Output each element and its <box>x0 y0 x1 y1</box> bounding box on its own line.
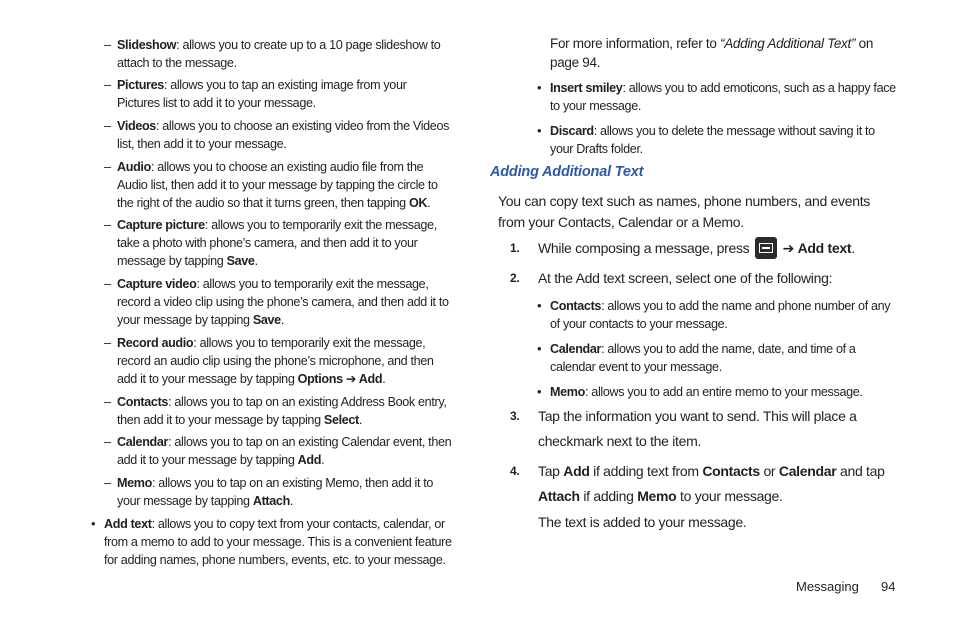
arrow-icon: ➔ <box>782 240 795 256</box>
step-result: The text is added to your message. <box>538 514 747 530</box>
bullet-dot: • <box>537 341 542 356</box>
item-term: Calendar <box>550 342 602 356</box>
step-number: 1. <box>510 241 520 255</box>
item-desc: : allows you to temporarily exit the message, record a video clip using the phone’s camera, and then add it to your message by tapping <box>117 277 449 327</box>
menu-key-icon <box>755 237 777 259</box>
footer-section: Messaging <box>796 579 859 594</box>
step-action: Add text <box>797 240 852 256</box>
step-number: 4. <box>510 464 520 478</box>
dash-bullet: – <box>104 435 111 449</box>
item-action: Add <box>297 453 322 467</box>
item-term: Audio <box>117 160 151 174</box>
bullet-dot: • <box>537 80 542 95</box>
item-desc: : allows you to add an entire memo to your message. <box>585 385 863 399</box>
dash-bullet: – <box>104 277 111 291</box>
item-desc: : allows you to delete the message without saving it to your Drafts folder. <box>550 124 875 156</box>
item-term: Add text <box>104 517 152 531</box>
item-desc: : allows you to temporarily exit the message, take a photo with phone’s camera, and then add it to your message by tapping <box>117 218 437 268</box>
item-term: Capture picture <box>117 218 205 232</box>
bullet-dot: • <box>537 384 542 399</box>
item-desc: : allows you to add the name and phone number of any of your contacts to your message. <box>550 299 891 331</box>
item-desc: : allows you to copy text from your contacts, calendar, or from a memo to add to your message. This is a convenient feature for adding names, phone numbers, events, etc. to your message. <box>104 517 452 567</box>
step-text: At the Add text screen, select one of the following: <box>538 270 833 286</box>
item-desc: : allows you to temporarily exit the message, record an audio clip using the phone’s microphone, and then add it to your message by tapping <box>117 336 434 386</box>
dash-bullet: – <box>104 476 111 490</box>
page-number: 94 <box>881 579 896 594</box>
dash-bullet: – <box>104 218 111 232</box>
dash-bullet: – <box>104 38 111 52</box>
item-desc: : allows you to add the name, date, and time of a calendar event to your message. <box>550 342 856 374</box>
intro-paragraph: You can copy text such as names, phone numbers, and events from your Contacts, Calendar or a Memo. <box>498 193 870 230</box>
item-desc: : allows you to tap on an existing Address Book entry, then add it to your message by tapping <box>117 395 447 427</box>
item-term: Discard <box>550 124 594 138</box>
step-text: Tap the information you want to send. This will place a checkmark next to the item. <box>538 408 857 449</box>
item-action: OK <box>408 196 428 210</box>
item-action: Select <box>323 413 359 427</box>
item-action: Save <box>252 313 281 327</box>
item-desc: : allows you to tap an existing image from your Pictures list to add it to your message. <box>117 78 407 110</box>
step-number: 3. <box>510 409 520 423</box>
step-number: 2. <box>510 271 520 285</box>
item-term: Contacts <box>550 299 602 313</box>
item-action: Options ➔ Add <box>297 372 383 386</box>
item-action: Attach <box>252 494 290 508</box>
item-term: Slideshow <box>117 38 177 52</box>
item-term: Videos <box>117 119 156 133</box>
cross-reference-link[interactable]: “Adding Additional Text” <box>720 36 856 51</box>
item-action: Save <box>226 254 255 268</box>
item-term: Insert smiley <box>550 81 623 95</box>
dash-bullet: – <box>104 160 111 174</box>
bullet-dot: • <box>537 123 542 138</box>
section-heading: Adding Additional Text <box>490 164 644 180</box>
item-desc: : allows you to create up to a 10 page slideshow to attach to the message. <box>117 38 441 70</box>
dash-bullet: – <box>104 78 111 92</box>
item-desc: : allows you to add emoticons, such as a happy face to your message. <box>550 81 896 113</box>
item-term: Record audio <box>117 336 194 350</box>
bullet-dot: • <box>537 298 542 313</box>
bullet-dot: • <box>91 516 96 531</box>
item-desc: : allows you to tap on an existing Calendar event, then add it to your message by tapping <box>117 435 452 467</box>
item-term: Contacts <box>117 395 169 409</box>
item-desc: : allows you to choose an existing audio file from the Audio list, then add it to your message by tapping the circle to the right of the audio so that it turns green, then tapping <box>117 160 438 210</box>
dash-bullet: – <box>104 336 111 350</box>
dash-bullet: – <box>104 395 111 409</box>
item-term: Memo <box>117 476 152 490</box>
dash-bullet: – <box>104 119 111 133</box>
step-text: Tap Add if adding text from Contacts or Calendar and tap Attach if adding Memo to your message. <box>538 463 885 504</box>
cross-reference: For more information, refer to “Adding Additional Text” on page 94. <box>550 36 874 70</box>
item-term: Calendar <box>117 435 169 449</box>
item-desc: : allows you to tap on an existing Memo, then add it to your message by tapping <box>117 476 434 508</box>
item-term: Memo <box>550 385 585 399</box>
item-desc: : allows you to choose an existing video from the Videos list, then add it to your message. <box>117 119 450 151</box>
item-term: Pictures <box>117 78 164 92</box>
item-term: Capture video <box>117 277 197 291</box>
